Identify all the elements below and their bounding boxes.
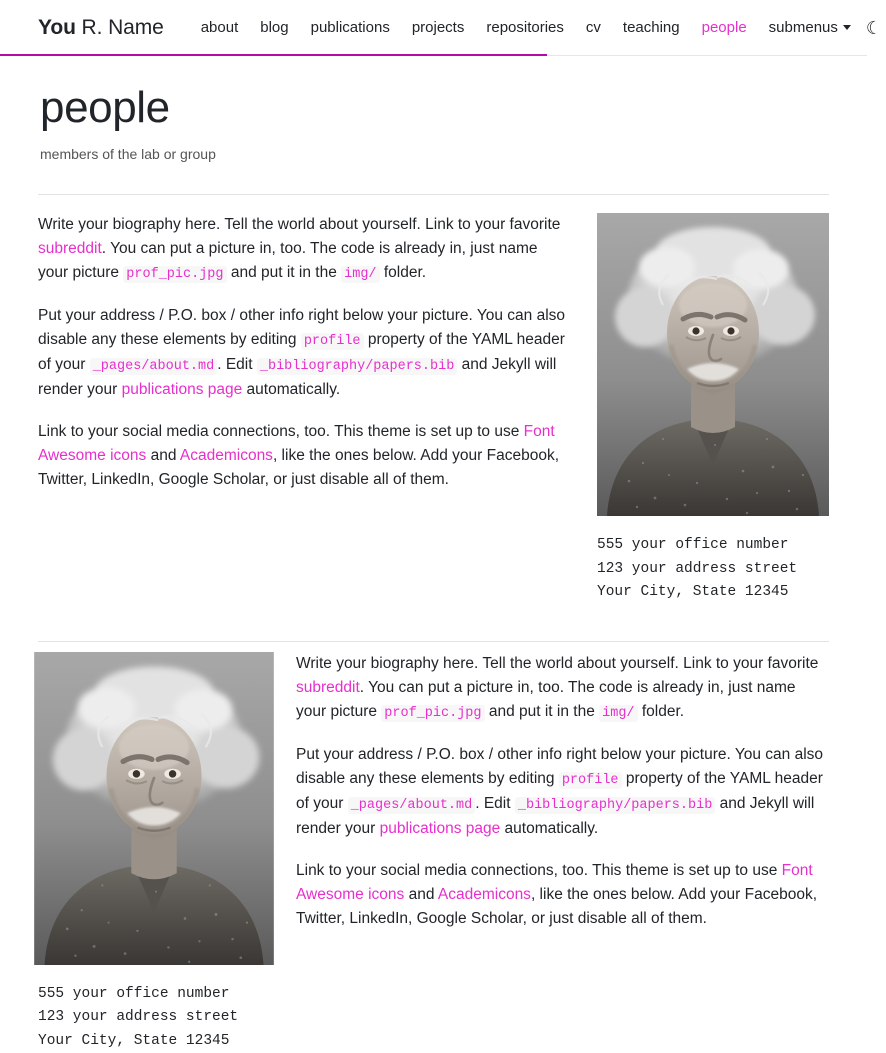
bio-paragraph	[38, 420, 571, 492]
bio-text: and	[146, 447, 180, 465]
page-content	[0, 84, 867, 1053]
profile-block	[38, 195, 829, 604]
inline-code: img/	[341, 266, 379, 283]
inline-code: _bibliography/papers.bib	[515, 797, 715, 814]
address-line: 123 your address street	[38, 1009, 239, 1026]
nav-item-publications[interactable]: publications	[310, 19, 390, 36]
bio-text: and	[404, 885, 438, 903]
inline-code: img/	[599, 705, 637, 722]
nav-links	[190, 15, 862, 40]
bio-text: . Edit	[475, 794, 515, 812]
navbar	[0, 0, 883, 56]
nav-item-projects[interactable]: projects	[411, 19, 465, 36]
address-line: Your City, State 12345	[597, 584, 789, 601]
moon-icon[interactable]: ☾	[862, 15, 886, 41]
address-line: 555 your office number	[38, 985, 230, 1002]
bio-text: , like the ones below. Add your Facebook, Twitter, LinkedIn, Google Scholar, or just disable all of them.	[296, 885, 818, 927]
profile-address	[38, 983, 270, 1053]
bio-link[interactable]: Academicons	[179, 447, 273, 465]
nav-item-cv[interactable]: cv	[585, 19, 601, 36]
bio-text: Link to your social media connections, too. This theme is set up to use	[296, 861, 782, 879]
bio-text: Write your biography here. Tell the world about yourself. Link to your favorite	[296, 654, 819, 672]
address-line: 123 your address street	[597, 560, 798, 577]
bio-link[interactable]: Academicons	[437, 885, 531, 903]
bio-text: and Jekyll will render your	[38, 356, 557, 399]
bio-text: , like the ones below. Add your Facebook, Twitter, LinkedIn, Google Scholar, or just disable all of them.	[38, 447, 560, 489]
bio-text: folder.	[379, 264, 427, 282]
bio-paragraph	[296, 743, 829, 841]
inline-code: profile	[559, 772, 622, 789]
bio-text: folder.	[637, 702, 685, 720]
brand-rest: R. Name	[75, 15, 164, 39]
nav-item-teaching[interactable]: teaching	[622, 19, 680, 36]
bio-text: property of the YAML header of your	[38, 331, 565, 374]
nav-item-submenus[interactable]: submenus	[758, 15, 862, 40]
inline-code: _bibliography/papers.bib	[257, 358, 457, 375]
profile-address	[597, 534, 829, 604]
bio-text: . You can put a picture in, too. The code is already in, just name your picture	[38, 240, 538, 282]
nav-item-people[interactable]: people	[701, 19, 747, 36]
bio-text: automatically.	[500, 819, 599, 837]
bio-text: Link to your social media connections, too. This theme is set up to use	[38, 423, 524, 441]
portrait-graphic	[597, 213, 829, 516]
profile-picture-column	[597, 213, 829, 604]
page-description: members of the lab or group	[40, 146, 216, 163]
address-line: Your City, State 12345	[38, 1032, 230, 1049]
page-title: people	[40, 83, 170, 132]
bio-text: . You can put a picture in, too. The code is already in, just name your picture	[296, 678, 796, 720]
bio-link[interactable]: Font Awesome icons	[296, 861, 813, 903]
bio-link[interactable]: publications page	[379, 819, 501, 837]
bio-link[interactable]: Font Awesome icons	[38, 423, 555, 465]
bio-text: Put your address / P.O. box / other info right below your picture. You can also disable any these elements by editing	[38, 307, 566, 349]
bio-link[interactable]: subreddit	[296, 678, 360, 696]
bio-text: and put it in the	[484, 702, 600, 720]
bio-text: Write your biography here. Tell the world about yourself. Link to your favorite	[38, 216, 561, 234]
brand-bold: You	[38, 15, 76, 39]
inline-code: prof_pic.jpg	[123, 266, 226, 283]
profile-picture-column	[38, 652, 270, 1053]
bio-paragraph	[38, 213, 571, 286]
nav-item-blog[interactable]: blog	[260, 19, 289, 36]
nav-item-repositories[interactable]: repositories	[486, 19, 564, 36]
profile-photo	[38, 652, 270, 965]
nav-item-about[interactable]: about	[200, 19, 239, 36]
portrait-graphic	[38, 652, 270, 965]
bio-link[interactable]: subreddit	[38, 240, 102, 258]
inline-code: _pages/about.md	[348, 797, 476, 814]
bio-paragraph	[296, 859, 829, 931]
profile-bio	[38, 213, 571, 492]
bio-link[interactable]: publications page	[121, 381, 243, 399]
address-line: 555 your office number	[597, 537, 789, 554]
bio-text: property of the YAML header of your	[296, 769, 823, 812]
inline-code: prof_pic.jpg	[381, 705, 484, 722]
bio-text: Put your address / P.O. box / other info right below your picture. You can also disable any these elements by editing	[296, 745, 824, 787]
profile-block	[38, 642, 829, 1053]
bio-text: and Jekyll will render your	[296, 794, 815, 837]
site-brand[interactable]	[38, 16, 164, 40]
inline-code: profile	[301, 333, 364, 350]
bio-paragraph	[38, 304, 571, 402]
nav-active-underline	[0, 54, 547, 56]
inline-code: _pages/about.md	[90, 358, 218, 375]
profile-photo	[597, 213, 829, 516]
profiles-container	[38, 195, 829, 1053]
bio-text: automatically.	[242, 381, 341, 399]
bio-paragraph	[296, 652, 829, 725]
bio-text: and put it in the	[226, 264, 342, 282]
bio-text: . Edit	[217, 356, 257, 374]
profile-bio	[296, 652, 829, 931]
